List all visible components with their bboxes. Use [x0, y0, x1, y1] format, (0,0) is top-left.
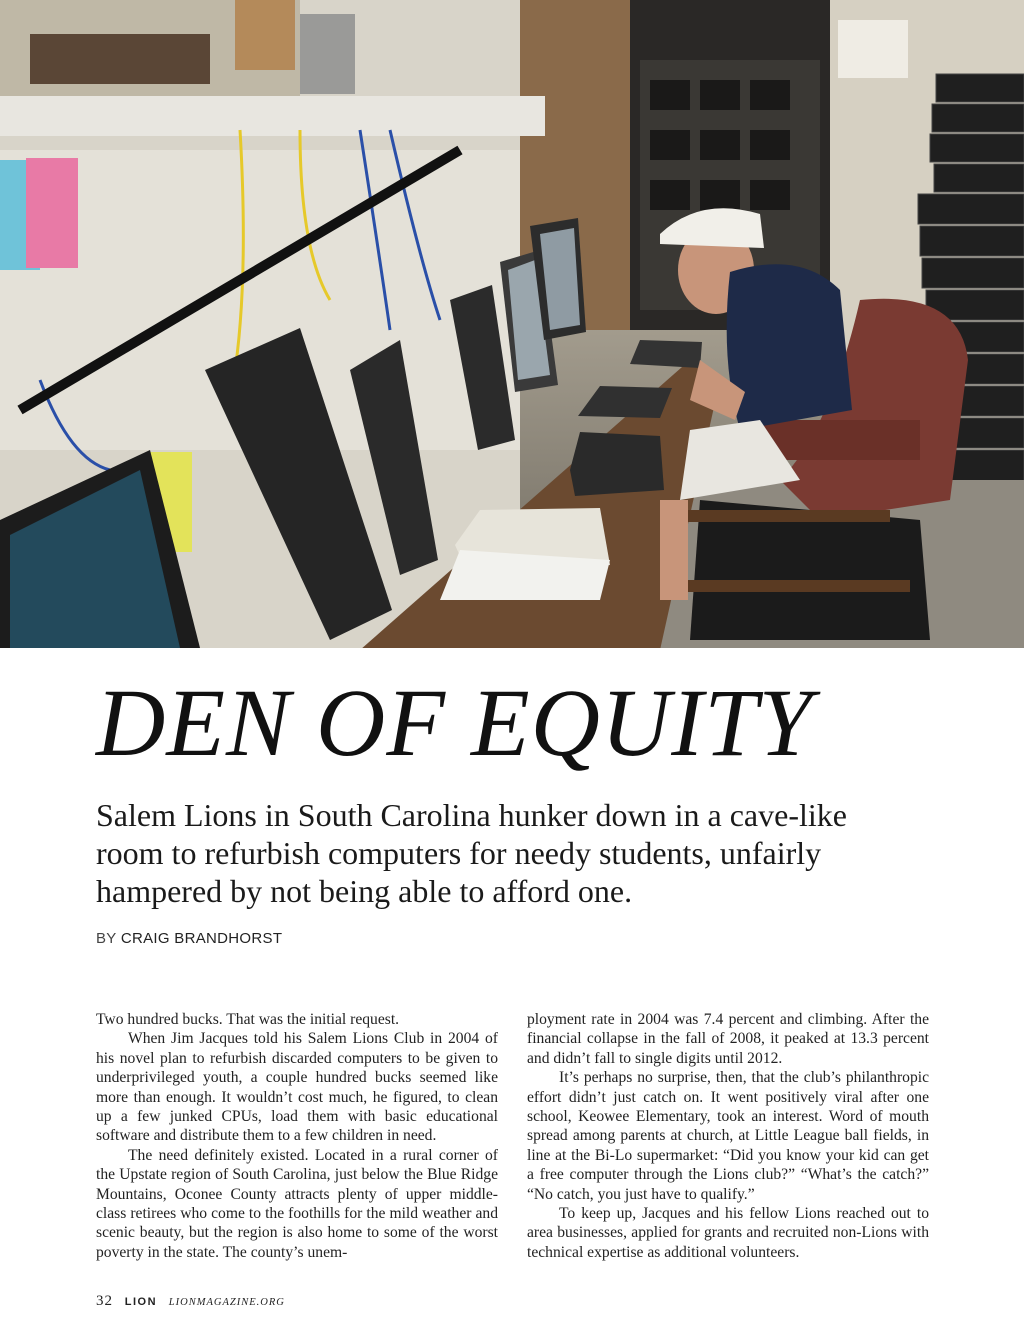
article-deck: Salem Lions in South Carolina hunker down in a cave-like room to refurbish computers for needy students, unfairly hampered by not being able to afford one. — [96, 797, 847, 909]
byline — [96, 930, 282, 947]
byline-prefix: BY — [96, 930, 117, 947]
magazine-website: LIONMAGAZINE.ORG — [168, 1297, 285, 1308]
article-title: DEN OF EQUITY — [96, 669, 814, 776]
body-column-left — [96, 1010, 498, 1262]
paragraph: Two hundred bucks. That was the initial request. — [96, 1011, 400, 1028]
paragraph: It’s perhaps no surprise, then, that the club’s philanthropic effort didn’t just catch on. It went positively viral after one school, Keowee Elementary, took an interest. Word of mouth spread among parents at church, at Little League ball fields, in line at the Bi-Lo supermarket: “Did you know your kid can get a free computer through the Lions club?” “What’s the catch?” “No catch, you just have to qualify.” — [527, 1069, 929, 1203]
byline-author: CRAIG BRANDHORST — [120, 930, 283, 947]
page-folio — [96, 1293, 285, 1310]
paragraph: To keep up, Jacques and his fellow Lions reached out to area businesses, applied for grants and recruited non-Lions with technical expertise as additional volunteers. — [527, 1205, 929, 1261]
article-photo — [0, 0, 1024, 648]
body-column-right — [527, 1010, 929, 1262]
page-number: 32 — [96, 1293, 113, 1309]
paragraph: ployment rate in 2004 was 7.4 percent and climbing. After the financial collapse in the fall of 2008, it peaked at 13.3 percent and didn’t fall to single digits until 2012. — [527, 1011, 929, 1067]
paragraph: The need definitely existed. Located in a rural corner of the Upstate region of South Carolina, just below the Blue Ridge Mountains, Oconee County attracts plenty of upper middle-class retirees who come to the foothills for the mild weather and scenic beauty, but the region is also home to some of the worst poverty in the state. The county’s unem- — [96, 1146, 498, 1261]
paragraph: When Jim Jacques told his Salem Lions Club in 2004 of his novel plan to refurbish discarded computers to be given to underprivileged youth, a couple hundred bucks seemed like more than enough. It wouldn’t cost much, he figured, to clean up a few junked CPUs, load them with basic educational software and distribute them to a few children in need. — [96, 1030, 498, 1145]
magazine-name: LION — [124, 1296, 158, 1308]
photo-computer-workshop — [0, 0, 1024, 648]
